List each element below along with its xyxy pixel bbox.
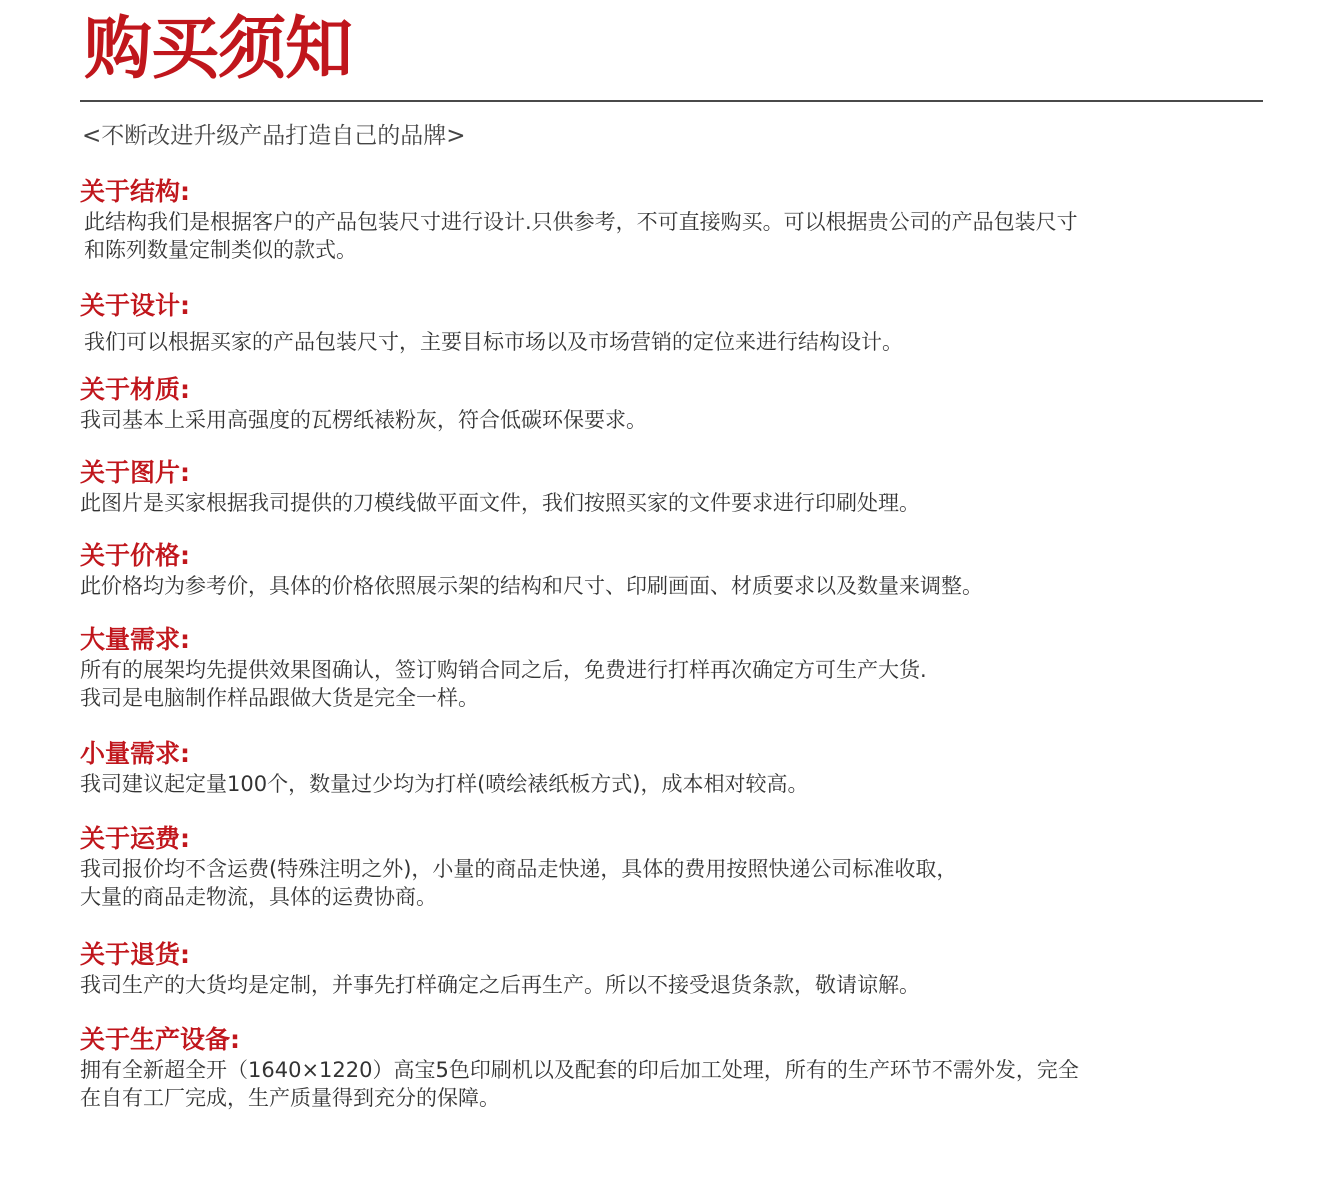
body-line: 拥有全新超全开（1640×1220）高宝5色印刷机以及配套的印后加工处理，所有的生产环节不需外发，完全	[80, 1058, 1079, 1082]
section-heading: 大量需求:	[80, 625, 190, 654]
page-title: 购买须知	[84, 10, 353, 89]
section-heading: 小量需求:	[80, 739, 190, 768]
section-heading: 关于价格:	[80, 541, 190, 570]
section-body	[80, 328, 1270, 356]
section-body	[80, 1056, 1270, 1112]
body-line: 大量的商品走物流，具体的运费协商。	[80, 885, 437, 909]
section-body	[80, 489, 1270, 517]
body-line: 在自有工厂完成，生产质量得到充分的保障。	[80, 1086, 500, 1110]
section-small-orders	[80, 738, 1270, 798]
body-line: 所有的展架均先提供效果图确认，签订购销合同之后，免费进行打样再次确定方可生产大货.	[80, 658, 927, 682]
body-line: 我司生产的大货均是定制，并事先打样确定之后再生产。所以不接受退货条款，敬请谅解。	[80, 973, 920, 997]
section-design	[80, 290, 1270, 356]
section-images	[80, 457, 1270, 517]
body-line: 我司建议起定量100个，数量过少均为打样(喷绘裱纸板方式)，成本相对较高。	[80, 772, 809, 796]
section-bulk-orders	[80, 624, 1270, 712]
body-line: 此结构我们是根据客户的产品包装尺寸进行设计.只供参考，不可直接购买。可以根据贵公司的产品包装尺寸	[84, 210, 1078, 234]
section-body	[80, 855, 1270, 911]
section-heading: 关于结构:	[80, 177, 190, 206]
body-line: 我们可以根据买家的产品包装尺寸，主要目标市场以及市场营销的定位来进行结构设计。	[84, 330, 903, 354]
section-body	[80, 770, 1270, 798]
section-equipment	[80, 1024, 1270, 1112]
section-heading: 关于生产设备:	[80, 1025, 240, 1054]
section-body	[80, 656, 1270, 712]
section-shipping	[80, 823, 1270, 911]
body-line: 此图片是买家根据我司提供的刀模线做平面文件，我们按照买家的文件要求进行印刷处理。	[80, 491, 920, 515]
section-returns	[80, 939, 1270, 999]
section-material	[80, 374, 1270, 434]
section-heading: 关于运费:	[80, 824, 190, 853]
section-heading: 关于设计:	[80, 291, 190, 320]
title-divider	[80, 100, 1263, 102]
body-line: 我司基本上采用高强度的瓦楞纸裱粉灰，符合低碳环保要求。	[80, 408, 647, 432]
section-heading: 关于退货:	[80, 940, 190, 969]
section-structure	[80, 176, 1270, 264]
body-line: 和陈列数量定制类似的款式。	[84, 238, 357, 262]
slogan: <不断改进升级产品打造自己的品牌>	[82, 123, 466, 149]
section-body	[80, 208, 1270, 264]
body-line: 我司报价均不含运费(特殊注明之外)，小量的商品走快递，具体的费用按照快递公司标准收取，	[80, 857, 958, 881]
section-body	[80, 406, 1270, 434]
section-price	[80, 540, 1270, 600]
body-line: 此价格均为参考价，具体的价格依照展示架的结构和尺寸、印刷画面、材质要求以及数量来调整。	[80, 574, 983, 598]
section-body	[80, 971, 1270, 999]
section-body	[80, 572, 1270, 600]
body-line: 我司是电脑制作样品跟做大货是完全一样。	[80, 686, 479, 710]
section-heading: 关于图片:	[80, 458, 190, 487]
section-heading: 关于材质:	[80, 375, 190, 404]
